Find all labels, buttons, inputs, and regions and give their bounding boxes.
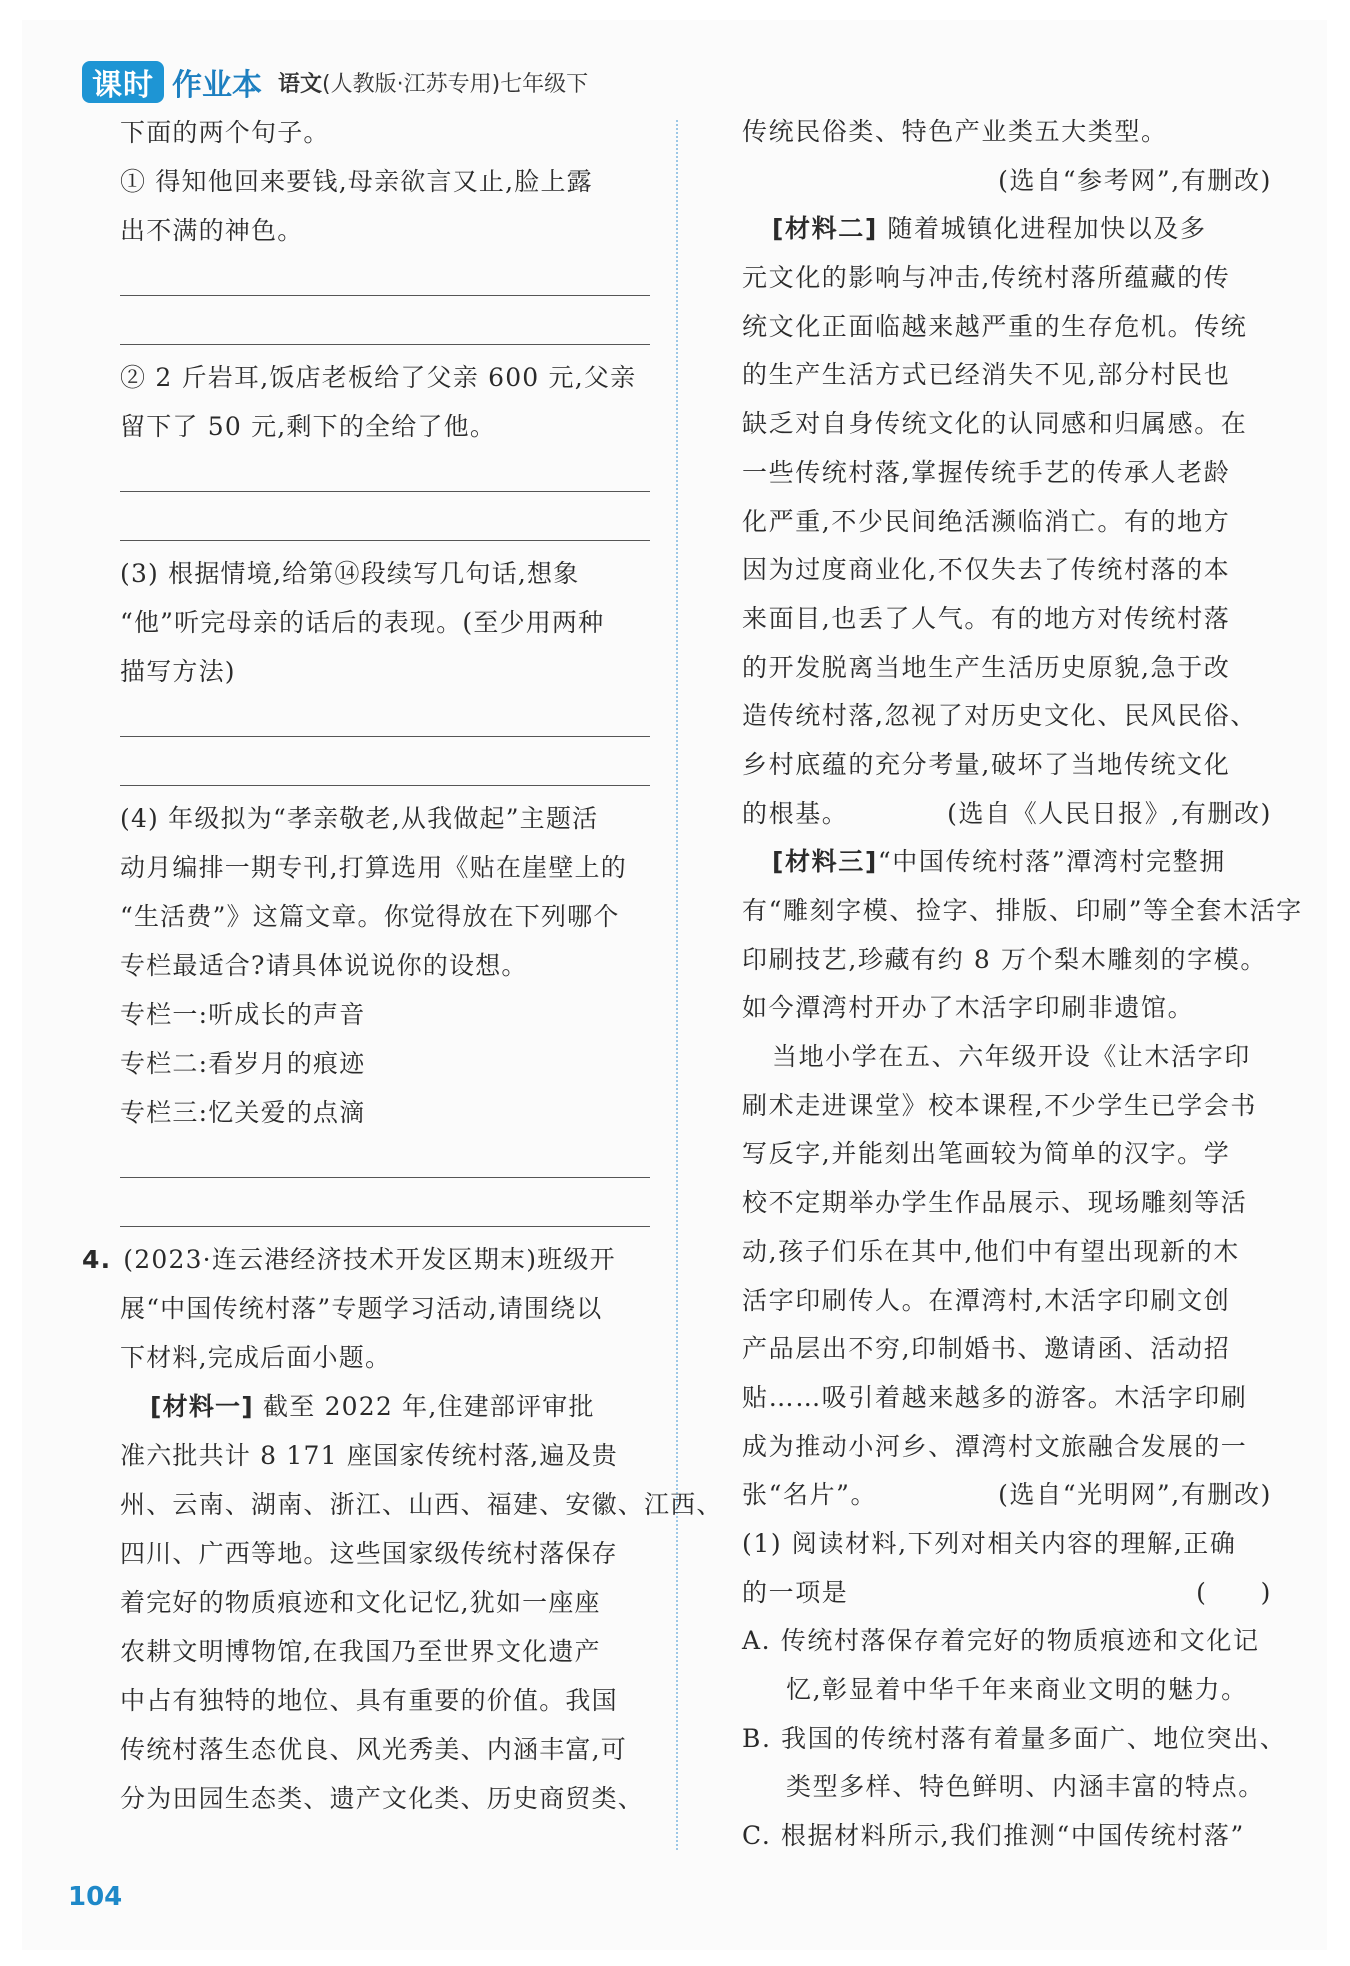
material-3-line — [742, 838, 1272, 887]
option-a: A. 传统村落保存着完好的物质痕迹和文化记 — [742, 1626, 1260, 1656]
series-title: 作业本 — [172, 68, 262, 103]
material-3-line: 贴……吸引着越来越多的游客。木活字印刷 — [742, 1382, 1248, 1412]
material-2-line: 乡村底蕴的充分考量,破坏了当地传统文化 — [742, 749, 1231, 779]
material-1-line: 着完好的物质痕迹和文化记忆,犹如一座座 — [120, 1588, 601, 1617]
material-3-text: “中国传统村落”潭湾村完整拥 — [877, 847, 1226, 877]
brand-logo: 课时 — [82, 61, 164, 103]
subquestion-1-text: 的一项是 — [742, 1577, 849, 1607]
left-column — [82, 108, 723, 1823]
material-2-line: 化严重,不少民间绝活濒临消亡。有的地方 — [742, 506, 1231, 536]
answer-line[interactable] — [120, 1137, 650, 1186]
sentence-2-line: ② 2 斤岩耳,饭店老板给了父亲 600 元,父亲 — [120, 363, 637, 392]
question-intro-line: 展“中国传统村落”专题学习活动,请围绕以 — [120, 1294, 603, 1323]
material-3-line: 动,孩子们乐在其中,他们中有望出现新的木 — [742, 1236, 1240, 1266]
column-divider — [676, 120, 678, 1850]
material-2-line — [742, 790, 1272, 839]
subject-info — [278, 67, 588, 98]
question-4-line: 专栏最适合?请具体说说你的设想。 — [120, 951, 528, 980]
material-2-tag: [材料二] — [772, 214, 878, 244]
material-2-text: 的根基。 — [742, 798, 849, 828]
material-2-line: 元文化的影响与冲击,传统村落所蕴藏的传 — [742, 263, 1231, 293]
material-3-line: 当地小学在五、六年级开设《让木活字印 — [772, 1042, 1251, 1072]
question-3-line: “他”听完母亲的话后的表现。(至少用两种 — [120, 608, 605, 637]
page-header — [82, 58, 588, 106]
question-4-line: (4) 年级拟为“孝亲敬老,从我做起”主题活 — [120, 804, 599, 833]
answer-line[interactable] — [120, 304, 650, 353]
question-intro-text: (2023·连云港经济技术开发区期末)班级开 — [123, 1245, 616, 1274]
text-line: 下面的两个句子。 — [120, 118, 330, 147]
question-number: 4. — [82, 1245, 112, 1274]
material-3-text: 张“名片”。 — [742, 1480, 878, 1510]
material-3-line: 写反字,并能刻出笔画较为简单的汉字。学 — [742, 1139, 1231, 1169]
edition-info: (人教版·江苏专用)七年级下 — [322, 71, 589, 97]
material-3-line — [742, 1471, 1272, 1520]
question-intro-line: 下材料,完成后面小题。 — [120, 1343, 392, 1372]
option-b-continued: 类型多样、特色鲜明、内涵丰富的特点。 — [786, 1772, 1265, 1802]
sentence-2-line: 留下了 50 元,剩下的全给了他。 — [120, 412, 497, 441]
page-number: 104 — [68, 1882, 123, 1912]
question-4-line: 动月编排一期专刊,打算选用《贴在崖壁上的 — [120, 853, 627, 882]
answer-line[interactable] — [120, 451, 650, 500]
question-3-line: (3) 根据情境,给第⑭段续写几句话,想象 — [120, 559, 580, 588]
material-2-text: 随着城镇化进程加快以及多 — [887, 214, 1207, 244]
material-1-line: 中占有独特的地位、具有重要的价值。我国 — [120, 1686, 618, 1715]
answer-line[interactable] — [120, 500, 650, 549]
source-note: (选自《人民日报》,有删改) — [947, 798, 1272, 828]
subject-name: 语文 — [278, 71, 323, 97]
material-3-line: 活字印刷传人。在潭湾村,木活字印刷文创 — [742, 1285, 1231, 1315]
sentence-1-line: 出不满的神色。 — [120, 216, 304, 245]
material-2-line: 的生产生活方式已经消失不见,部分村民也 — [742, 360, 1231, 390]
material-1-line: 州、云南、湖南、浙江、山西、福建、安徽、江西、 — [120, 1490, 723, 1519]
material-3-line: 印刷技艺,珍藏有约 8 万个梨木雕刻的字模。 — [742, 944, 1267, 974]
option-c: C. 根据材料所示,我们推测“中国传统村落” — [742, 1821, 1245, 1851]
material-1-tag: [材料一] — [150, 1392, 254, 1421]
source-note: (选自“光明网”,有删改) — [998, 1480, 1272, 1510]
answer-line[interactable] — [120, 745, 650, 794]
column-option-3: 专栏三:忆关爱的点滴 — [120, 1098, 366, 1127]
answer-line[interactable] — [120, 1186, 650, 1235]
answer-bracket[interactable]: ( ) — [1196, 1577, 1272, 1607]
material-1-text: 截至 2022 年,住建部评审批 — [263, 1392, 595, 1421]
subquestion-1-line: (1) 阅读材料,下列对相关内容的理解,正确 — [742, 1528, 1237, 1558]
option-a-continued: 忆,彰显着中华千年来商业文明的魅力。 — [786, 1675, 1248, 1704]
question-3-line: 描写方法) — [120, 657, 236, 686]
material-3-tag: [材料三] — [772, 847, 878, 877]
sentence-1-line: ① 得知他回来要钱,母亲欲言又止,脸上露 — [120, 167, 593, 196]
option-b: B. 我国的传统村落有着量多面广、地位突出、 — [742, 1723, 1287, 1753]
material-2-line: 一些传统村落,掌握传统手艺的传承人老龄 — [742, 457, 1231, 487]
material-3-line: 如今潭湾村开办了木活字印刷非遗馆。 — [742, 993, 1195, 1023]
material-1-line: 准六批共计 8 171 座国家传统村落,遍及贵 — [120, 1441, 619, 1470]
question-intro-line — [82, 1235, 650, 1284]
material-1-line: 传统民俗类、特色产业类五大类型。 — [742, 117, 1168, 146]
material-3-line: 刷术走进课堂》校本课程,不少学生已学会书 — [742, 1090, 1257, 1120]
right-column — [742, 108, 1303, 1861]
column-option-2: 专栏二:看岁月的痕迹 — [120, 1049, 366, 1078]
material-2-line — [742, 205, 1272, 254]
material-1-line: 农耕文明博物馆,在我国乃至世界文化遗产 — [120, 1637, 601, 1666]
material-3-line: 产品层出不穷,印制婚书、邀请函、活动招 — [742, 1334, 1231, 1364]
answer-line[interactable] — [120, 255, 650, 304]
material-2-line: 的开发脱离当地生产生活历史原貌,急于改 — [742, 652, 1231, 682]
question-4-line: “生活费”》这篇文章。你觉得放在下列哪个 — [120, 902, 620, 931]
material-2-line: 因为过度商业化,不仅失去了传统村落的本 — [742, 555, 1231, 585]
material-1-line: 四川、广西等地。这些国家级传统村落保存 — [120, 1539, 618, 1568]
material-3-line: 校不定期举办学生作品展示、现场雕刻等活 — [742, 1188, 1248, 1218]
material-3-line: 成为推动小河乡、潭湾村文旅融合发展的一 — [742, 1431, 1248, 1461]
material-1-line: 分为田园生态类、遗产文化类、历史商贸类、 — [120, 1784, 645, 1813]
answer-line[interactable] — [120, 696, 650, 745]
source-note: (选自“参考网”,有删改) — [998, 165, 1272, 195]
material-3-line: 有“雕刻字模、捡字、排版、印刷”等全套木活字 — [742, 896, 1303, 925]
material-2-line: 缺乏对自身传统文化的认同感和归属感。在 — [742, 409, 1248, 439]
subquestion-1-line — [742, 1569, 1272, 1618]
material-1-line — [120, 1382, 650, 1431]
column-option-1: 专栏一:听成长的声音 — [120, 1000, 366, 1029]
material-2-line: 统文化正面临越来越严重的生存危机。传统 — [742, 311, 1248, 341]
material-2-line: 造传统村落,忽视了对历史文化、民风民俗、 — [742, 701, 1257, 731]
material-2-line: 来面目,也丢了人气。有的地方对传统村落 — [742, 603, 1231, 633]
material-1-line: 传统村落生态优良、风光秀美、内涵丰富,可 — [120, 1735, 627, 1764]
